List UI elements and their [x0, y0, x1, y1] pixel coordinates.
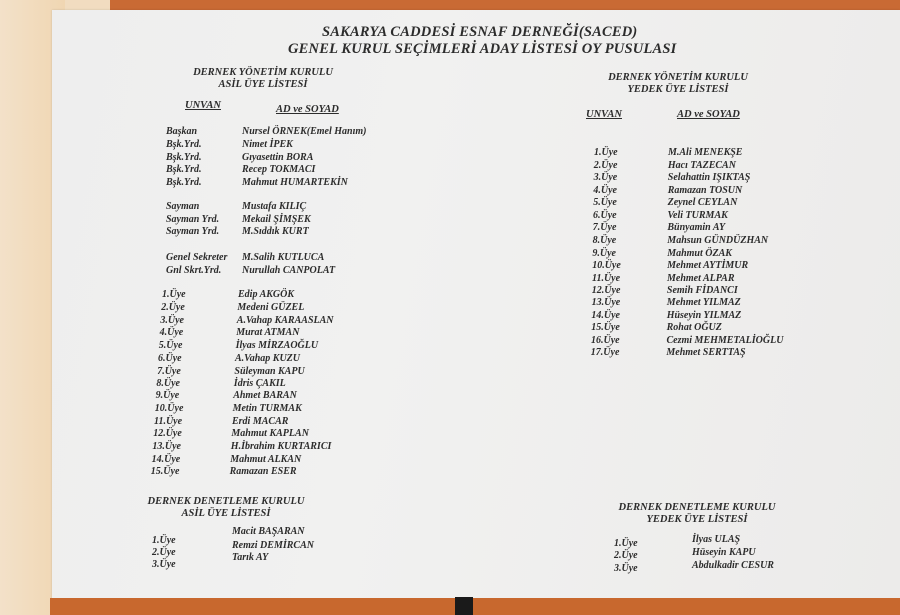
- member-title: 10.Üye: [592, 260, 621, 271]
- member-title: 5.Üye: [158, 340, 183, 351]
- member-name: Süleyman KAPU: [234, 366, 305, 377]
- member-name: Murat ATMAN: [236, 327, 300, 338]
- member-title: 10.Üye: [154, 403, 184, 414]
- member-name: Medeni GÜZEL: [237, 302, 305, 313]
- member-title: Bşk.Yrd.: [166, 152, 202, 163]
- member-name: Mahmut HUMARTEKİN: [242, 177, 348, 188]
- member-title: 8.Üye: [156, 378, 180, 389]
- member-name: M.Sıddık KURT: [242, 226, 309, 237]
- member-title: Sayman: [166, 201, 200, 212]
- member-name: Mahmut ALKAN: [230, 454, 302, 465]
- member-name: İlyas ULAŞ: [692, 534, 741, 545]
- member-name: Abdulkadir CESUR: [692, 560, 774, 571]
- member-name: Cezmi MEHMETALİOĞLU: [666, 335, 784, 346]
- member-title: 1.Üye: [614, 538, 638, 549]
- member-title: Sayman Yrd.: [166, 214, 220, 225]
- member-title: 1.Üye: [152, 535, 176, 546]
- member-name: Macit BAŞARAN: [232, 526, 305, 537]
- member-title: Genel Sekreter: [166, 252, 228, 263]
- member-title: 14.Üye: [591, 310, 620, 321]
- member-title: 5.Üye: [593, 197, 617, 208]
- member-name: Hacı TAZECAN: [667, 160, 736, 171]
- column-header-title: UNVAN: [586, 109, 622, 120]
- section-heading-line1: DERNEK YÖNETİM KURULU: [608, 72, 748, 83]
- member-name: Hüseyin YILMAZ: [666, 310, 742, 321]
- member-name: Erdi MACAR: [232, 416, 289, 427]
- member-name: Hüseyin KAPU: [692, 547, 756, 558]
- member-title: 4.Üye: [593, 185, 617, 196]
- member-title: 15.Üye: [591, 322, 620, 333]
- member-title: 7.Üye: [592, 222, 617, 233]
- member-title: 6.Üye: [158, 353, 182, 364]
- section-heading: [612, 502, 782, 526]
- member-title: Bşk.Yrd.: [166, 139, 202, 150]
- document-title-line2: GENEL KURUL SEÇİMLERİ ADAY LİSTESİ OY PUSULASI: [288, 41, 677, 57]
- member-name: Semih FİDANCI: [666, 285, 738, 296]
- column-header-title: UNVAN: [185, 100, 221, 111]
- member-name: İdris ÇAKIL: [233, 378, 286, 389]
- member-name: Remzi DEMİRCAN: [232, 540, 314, 551]
- member-name: Nurullah CANPOLAT: [242, 265, 336, 276]
- member-name: Ramazan ESER: [229, 466, 297, 477]
- section-heading-line2: YEDEK ÜYE LİSTESİ: [646, 514, 748, 525]
- document-title-line1: SAKARYA CADDESİ ESNAF DERNEĞİ(SACED): [322, 24, 638, 40]
- member-name: Zeynel CEYLAN: [667, 197, 738, 208]
- member-title: 9.Üye: [155, 390, 180, 401]
- member-name: A.Vahap KARAASLAN: [236, 315, 334, 326]
- member-name: Mehmet ALPAR: [667, 273, 735, 284]
- member-name: Nimet İPEK: [242, 139, 293, 150]
- member-name: M.Salih KUTLUCA: [242, 252, 325, 263]
- member-name: Ramazan TOSUN: [667, 185, 743, 196]
- member-title: 16.Üye: [591, 335, 620, 346]
- member-title: 7.Üye: [157, 366, 181, 377]
- member-name: Rohat OĞUZ: [666, 322, 722, 333]
- section-heading-line1: DERNEK YÖNETİM KURULU: [193, 67, 333, 78]
- member-name: Recep TOKMACI: [242, 164, 316, 175]
- member-title: Sayman Yrd.: [166, 226, 220, 237]
- member-name: Veli TURMAK: [667, 210, 728, 221]
- member-name: Mustafa KILIÇ: [242, 201, 307, 212]
- member-title: Gnl Skrt.Yrd.: [166, 265, 222, 276]
- member-title: 1.Üye: [162, 289, 186, 300]
- member-title: Bşk.Yrd.: [166, 177, 202, 188]
- member-title: 2.Üye: [593, 160, 618, 171]
- member-title: 3.Üye: [160, 315, 184, 326]
- member-name: Ahmet BARAN: [233, 390, 297, 401]
- member-title: 11.Üye: [592, 273, 621, 284]
- section-heading: [593, 72, 763, 96]
- member-title: 6.Üye: [593, 210, 617, 221]
- member-title: 13.Üye: [591, 297, 621, 308]
- member-title: 17.Üye: [590, 347, 620, 358]
- member-title: 12.Üye: [153, 428, 182, 439]
- member-title: 3.Üye: [614, 563, 638, 574]
- member-name: Mahmut KAPLAN: [231, 428, 309, 439]
- member-name: Gıyasettin BORA: [242, 152, 314, 163]
- member-name: M.Ali MENEKŞE: [668, 147, 743, 158]
- member-name: İlyas MİRZAOĞLU: [235, 340, 319, 351]
- member-name: Mekail ŞİMŞEK: [242, 214, 311, 225]
- folder-edge-bottom: [50, 598, 900, 615]
- section-heading-line2: ASİL ÜYE LİSTESİ: [218, 79, 308, 90]
- binder-clip: [455, 597, 473, 615]
- member-name: Nursel ÖRNEK(Emel Hanım): [242, 126, 367, 137]
- member-name: Edip AKGÖK: [238, 289, 295, 300]
- member-title: 14.Üye: [151, 454, 181, 465]
- member-name: Mahsun GÜNDÜZHAN: [667, 235, 769, 246]
- member-title: 3.Üye: [593, 172, 618, 183]
- section-heading-line2: YEDEK ÜYE LİSTESİ: [627, 84, 729, 95]
- member-title: 2.Üye: [614, 550, 638, 561]
- member-title: 3.Üye: [152, 559, 176, 570]
- member-name: Metin TURMAK: [232, 403, 302, 414]
- member-name: Mehmet SERTTAŞ: [666, 347, 746, 358]
- section-heading-line2: ASİL ÜYE LİSTESİ: [181, 508, 271, 519]
- section-heading: [146, 496, 306, 520]
- member-title: 9.Üye: [592, 248, 616, 259]
- member-title: 11.Üye: [154, 416, 183, 427]
- member-title: 15.Üye: [150, 466, 180, 477]
- section-heading: [188, 67, 338, 91]
- member-name: H.İbrahim KURTARICI: [230, 441, 332, 452]
- member-title: 1.Üye: [594, 147, 618, 158]
- member-title: 13.Üye: [152, 441, 181, 452]
- member-name: A.Vahap KUZU: [235, 353, 301, 364]
- member-title: 2.Üye: [152, 547, 176, 558]
- member-name: Selahattin IŞIKTAŞ: [667, 172, 751, 183]
- section-heading-line1: DERNEK DENETLEME KURULU: [618, 502, 776, 513]
- column-header-name: AD ve SOYAD: [677, 109, 740, 120]
- member-title: Başkan: [166, 126, 198, 137]
- member-title: 4.Üye: [159, 327, 184, 338]
- member-name: Bünyamin AY: [667, 222, 726, 233]
- member-title: 2.Üye: [161, 302, 185, 313]
- member-name: Mahmut ÖZAK: [667, 248, 732, 259]
- member-title: Bşk.Yrd.: [166, 164, 202, 175]
- member-title: 8.Üye: [592, 235, 617, 246]
- member-name: Mehmet YILMAZ: [666, 297, 741, 308]
- member-title: 12.Üye: [591, 285, 621, 296]
- member-name: Tarık AY: [232, 552, 269, 563]
- section-heading-line1: DERNEK DENETLEME KURULU: [147, 496, 305, 507]
- column-header-name: AD ve SOYAD: [276, 104, 339, 115]
- member-name: Mehmet AYTİMUR: [667, 260, 749, 271]
